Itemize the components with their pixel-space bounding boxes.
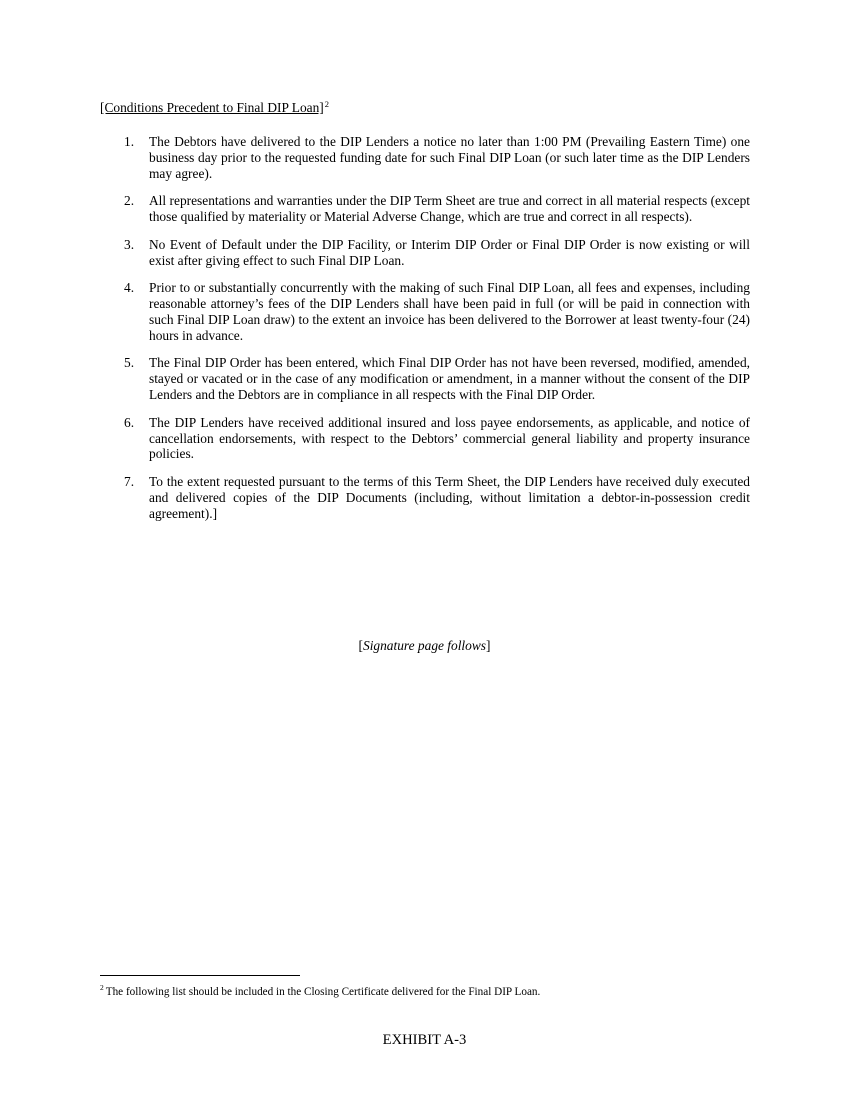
condition-item — [100, 134, 750, 182]
condition-item — [100, 280, 750, 344]
condition-number: 6. — [124, 414, 135, 430]
conditions-list — [100, 134, 750, 533]
footnote-text: The following list should be included in the Closing Certificate delivered for the Final DIP Loan. — [105, 986, 541, 998]
footnote-marker: 2 — [100, 983, 104, 993]
condition-number: 3. — [124, 236, 135, 252]
condition-item — [100, 355, 750, 403]
condition-text: The DIP Lenders have received additional insured and loss payee endorsements, as applicable, and notice of cancellation endorsements, with respect to the Debtors’ commercial general liability and property insurance policies. — [149, 414, 750, 462]
condition-number: 4. — [124, 280, 135, 296]
condition-number: 1. — [124, 134, 135, 149]
section-heading-text: [Conditions Precedent to Final DIP Loan] — [100, 100, 324, 115]
condition-number: 5. — [124, 355, 135, 371]
condition-text: All representations and warranties under the DIP Term Sheet are true and correct in all material respects (except those qualified by materiality or Material Adverse Change, which are true and correct in all respects). — [149, 193, 750, 225]
condition-text: The Final DIP Order has been entered, which Final DIP Order has not have been reversed, modified, amended, stayed or vacated or in the case of any modification or amendment, in a manner without the consent of the DIP Lenders and the Debtors are in compliance in all respects with the Final DIP Order. — [149, 355, 750, 403]
signature-note-close-bracket: ] — [486, 638, 491, 653]
condition-number: 7. — [124, 473, 135, 489]
condition-text: No Event of Default under the DIP Facility, or Interim DIP Order or Final DIP Order is now existing or will exist after giving effect to such Final DIP Loan. — [149, 236, 750, 268]
condition-item — [100, 237, 750, 269]
condition-text: The Debtors have delivered to the DIP Lenders a notice no later than 1:00 PM (Prevailing Eastern Time) one business day prior to the requested funding date for such Final DIP Loan (or such later time as the DIP Lenders may agree). — [149, 134, 750, 181]
condition-text: To the extent requested pursuant to the terms of this Term Sheet, the DIP Lenders have received duly executed and delivered copies of the DIP Documents (including, without limitation a debtor-in-possession credit agreement).] — [149, 473, 750, 521]
signature-note-text: Signature page follows — [363, 638, 486, 653]
condition-item — [100, 415, 750, 463]
signature-page-note — [0, 637, 849, 655]
footnote-divider — [100, 975, 300, 976]
condition-text: Prior to or substantially concurrently with the making of such Final DIP Loan, all fees and expenses, including reasonable attorney’s fees of the DIP Lenders shall have been paid in full (or will be paid in connection with such Final DIP Loan draw) to the extent an invoice has been delivered to the Borrower at least twenty-four (24) hours in advance. — [149, 280, 750, 343]
exhibit-label: EXHIBIT A-3 — [382, 1032, 467, 1048]
condition-item — [100, 193, 750, 225]
footnote — [100, 985, 540, 1000]
condition-item — [100, 474, 750, 522]
condition-number: 2. — [124, 193, 135, 209]
signature-note-open-bracket: [ — [358, 638, 363, 653]
section-heading — [100, 99, 329, 117]
footnote-reference: 2 — [324, 98, 330, 109]
